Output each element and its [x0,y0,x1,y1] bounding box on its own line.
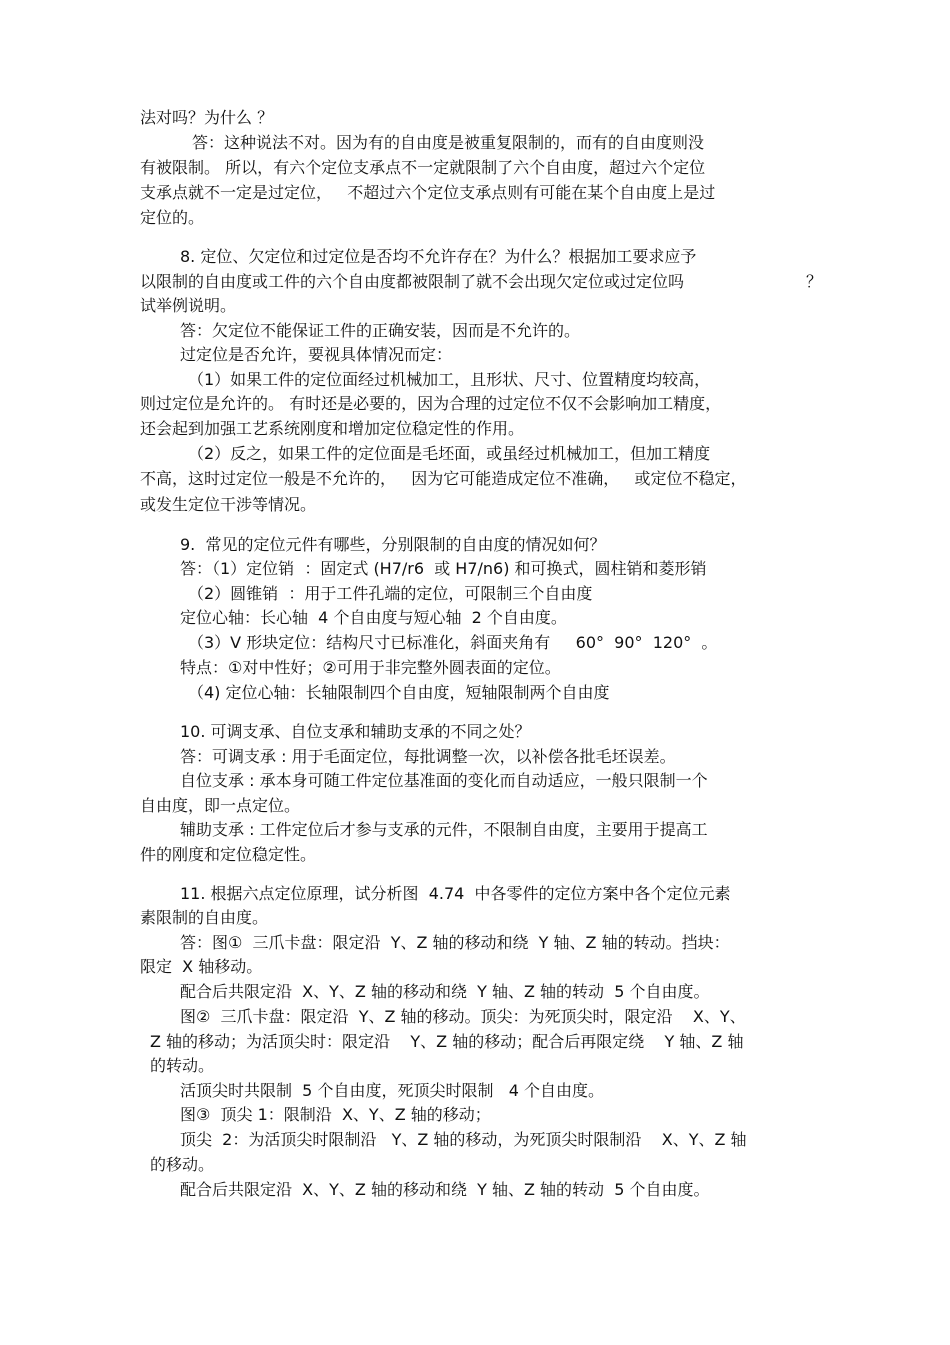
text-line: 配合后共限定沿 X、Y、Z 轴的移动和绕 Y 轴、Z 轴的转动 5 个自由度。 [180,1180,710,1199]
text-line: 答：可调支承 : 用于毛面定位，每批调整一次，以补偿各批毛坯误差。 [180,747,676,766]
text-line: （2）圆锥销 ：用于工件孔端的定位，可限制三个自由度 [188,584,593,603]
text-line: 配合后共限定沿 X、Y、Z 轴的移动和绕 Y 轴、Z 轴的转动 5 个自由度。 [180,982,710,1001]
text-line: （2）反之，如果工件的定位面是毛坯面，或虽经过机械加工，但加工精度 [188,444,711,463]
text-line: 过定位是否允许，要视具体情况而定： [180,345,453,364]
text-line: 件的刚度和定位稳定性。 [140,845,317,864]
text-line: 辅助支承 : 工件定位后才参与支承的元件，不限制自由度，主要用于提高工 [180,820,708,839]
text-line: 支承点就不一定是过定位， 不超过六个定位支承点则有可能在某个自由度上是过 [140,183,716,202]
text-line: 限定 X 轴移动。 [140,957,263,976]
text-line: 定位心轴：长心轴 4 个自由度与短心轴 2 个自由度。 [180,608,567,627]
text-line: 答：（1）定位销 ：固定式 (H7/r6 或 H7/n6) 和可换式，圆柱销和菱形销 [180,559,707,578]
text-line: 不高，这时过定位一般是不允许的， 因为它可能造成定位不准确， 或定位不稳定， [140,469,747,488]
text-line: Z 轴的移动；为活顶尖时：限定沿 Y、Z 轴的移动；配合后再限定绕 Y 轴、Z 轴 [150,1032,744,1051]
text-line: 9. 常见的定位元件有哪些，分别限制的自由度的情况如何？ [180,535,606,554]
text-line: 素限制的自由度。 [140,908,269,927]
text-line: 的移动。 [150,1155,215,1174]
text-line: 以限制的自由度或工件的六个自由度都被限制了就不会出现欠定位或过定位吗 [140,272,685,291]
text-line: 活顶尖时共限制 5 个自由度，死顶尖时限制 4 个自由度。 [180,1081,604,1100]
text-line: 定位的。 [140,208,205,227]
text-line: 答：图① 三爪卡盘：限定沿 Y、Z 轴的移动和绕 Y 轴、Z 轴的转动。挡块： [180,933,730,952]
text-line: 自位支承 : 承本身可随工件定位基准面的变化而自动适应，一般只限制一个 [180,771,708,790]
text-line: 图③ 顶尖 1：限制沿 X、Y、Z 轴的移动； [180,1105,491,1124]
text-line: 试举例说明。 [140,296,237,315]
text-line: 还会起到加强工艺系统刚度和增加定位稳定性的作用。 [140,419,525,438]
text-line: 10. 可调支承、自位支承和辅助支承的不同之处？ [180,722,531,741]
text-line: （1）如果工件的定位面经过机械加工，且形状、尺寸、位置精度均较高， [188,370,711,389]
text-line: 自由度，即一点定位。 [140,796,301,815]
text-line: 答：欠定位不能保证工件的正确安装，因而是不允许的。 [180,321,581,340]
text-line: （3）V 形块定位：结构尺寸已标准化，斜面夹角有 60° 90° 120° 。 [188,633,718,652]
text-line: 特点：①对中性好；②可用于非完整外圆表面的定位。 [180,658,561,677]
text-line: ？ [806,272,823,291]
text-line: （4) 定位心轴：长轴限制四个自由度，短轴限制两个自由度 [188,683,610,702]
text-line: 11. 根据六点定位原理，试分析图 4.74 中各零件的定位方案中各个定位元素 [180,884,731,903]
text-line: 法对吗？为什么 ？ [140,108,274,127]
text-line: 有被限制。 所以，有六个定位支承点不一定就限制了六个自由度，超过六个定位 [140,158,706,177]
text-line: 的转动。 [150,1056,215,1075]
text-line: 图② 三爪卡盘：限定沿 Y、Z 轴的移动。顶尖：为死顶尖时，限定沿 X、Y、 [180,1007,746,1026]
text-line: 则过定位是允许的。 有时还是必要的，因为合理的过定位不仅不会影响加工精度， [140,394,722,413]
text-line: 顶尖 2：为活顶尖时限制沿 Y、Z 轴的移动，为死顶尖时限制沿 X、Y、Z 轴 [180,1130,747,1149]
text-line: 或发生定位干涉等情况。 [140,495,317,514]
text-line: 8. 定位、欠定位和过定位是否均不允许存在？为什么？根据加工要求应予 [180,247,697,266]
text-line: 答：这种说法不对。因为有的自由度是被重复限制的，而有的自由度则没 [192,133,705,152]
